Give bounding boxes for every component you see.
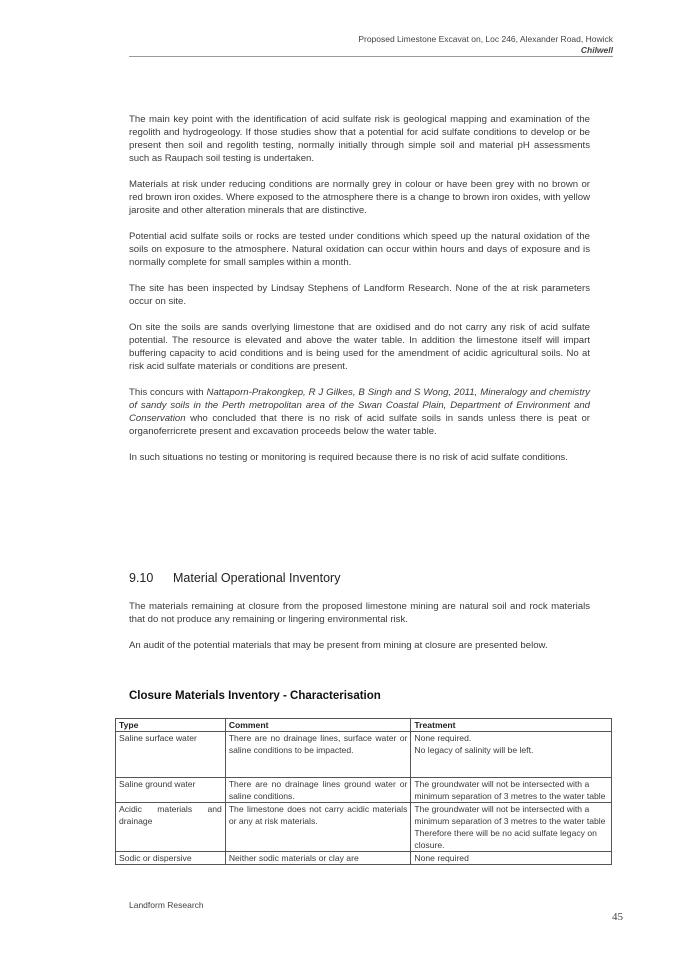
paragraph: An audit of the potential materials that may be present from mining at closure are presented below. [129,640,548,651]
paragraph: In such situations no testing or monitoring is required because there is no risk of acid sulfate conditions. [129,452,568,463]
table-row [116,803,612,852]
inventory-table [115,718,612,865]
comment-cell: There are no drainage lines, surface water or saline conditions to be impacted. [225,732,411,778]
paragraph: The site has been inspected by Lindsay Stephens of Landform Research. None of the at risk parameters occur on site. [129,283,590,307]
type-cell: Saline ground water [116,778,226,803]
body-text [129,113,590,477]
column-header-type: Type [116,719,226,732]
type-cell: Sodic or dispersive [116,852,226,865]
treatment-line: The groundwater will not be intersected with a minimum separation of 3 metres to the water table [414,804,606,826]
comment-cell: The limestone does not carry acidic materials or any at risk materials. [225,803,411,852]
treatment-line: The groundwater will not be intersected with a minimum separation of 3 metres to the water table [414,779,606,801]
table-row [116,778,612,803]
paragraph: Materials at risk under reducing conditions are normally grey in colour or have been grey with no brown or red brown iron oxides. Where exposed to the atmosphere there is a change to brown iron oxides, with yellow jarosite and other alteration minerals that are distinctive. [129,179,590,216]
treatment-cell [411,803,612,852]
table-row [116,852,612,865]
comment-cell: Neither sodic materials or clay are [225,852,411,865]
treatment-cell [411,852,612,865]
paragraph: Potential acid sulfate soils or rocks are tested under conditions which speed up the natural oxidation of the soils on exposure to the atmosphere. Natural oxidation can occur within hours and days of exposure and is normally complete for small samples within a month. [129,231,590,268]
type-cell: Acidic materials and drainage [116,803,226,852]
section-number: 9.10 [129,571,154,585]
section-heading [129,571,340,585]
page-header [0,34,613,56]
paragraph: On site the soils are sands overlying limestone that are oxidised and do not carry any risk of acid sulfate potential. The resource is elevated and above the water table. In addition the limestone itself will impart buffering capacity to acid conditions and is being used for the amendment of acidic agricultural soils. No at risk acid sulfate materials or conditions are present. [129,322,590,372]
section-title: Material Operational Inventory [173,571,341,585]
column-header-comment: Comment [225,719,411,732]
table-title: Closure Materials Inventory - Characterisation [129,690,381,702]
treatment-line: None required [414,853,469,863]
treatment-cell [411,778,612,803]
section-body [129,600,590,665]
header-rule [129,56,613,57]
concurs-lead: This concurs with [129,387,207,398]
type-cell: Saline surface water [116,732,226,778]
treatment-line: No legacy of salinity will be left. [414,745,534,755]
treatment-cell [411,732,612,778]
paragraph: The main key point with the identification of acid sulfate risk is geological mapping and examination of the regolith and hydrogeology. If those studies show that a potential for acid sulfate conditions to develop or be present then soil and regolith testing, normally initially through simple soil and material pH assessments such as Raupach soil testing is undertaken. [129,114,590,164]
company-name: Chilwell [580,45,613,55]
table-row [116,732,612,778]
column-header-treatment: Treatment [411,719,612,732]
citation: Nattaporn-Prakongkep, R J Gilkes, B Singh and S Wong, 2011, Mineralogy and chemistry of sandy soils in the Perth metropolitan area of the Swan Coastal Plain, Department of Environment and Conservation [129,387,590,424]
paragraph: The materials remaining at closure from the proposed limestone mining are natural soil and rock materials that do not produce any remaining or lingering environmental risk. [129,601,590,625]
treatment-line: Therefore there will be no acid sulfate legacy on closure. [414,828,597,850]
concurs-tail: who concluded that there is no risk of acid sulfate soils in sands unless there is peat or organoferricrete present and excavation proceeds below the water table. [129,413,590,437]
footer-text: Landform Research [129,900,204,910]
comment-cell: There are no drainage lines ground water or saline conditions. [225,778,411,803]
document-title: Proposed Limestone Excavat on, Loc 246, Alexander Road, Howick [358,34,613,44]
page-number: 45 [612,911,623,923]
table-header-row [116,719,612,732]
treatment-line: None required. [414,733,472,743]
concurs-paragraph [129,386,590,438]
